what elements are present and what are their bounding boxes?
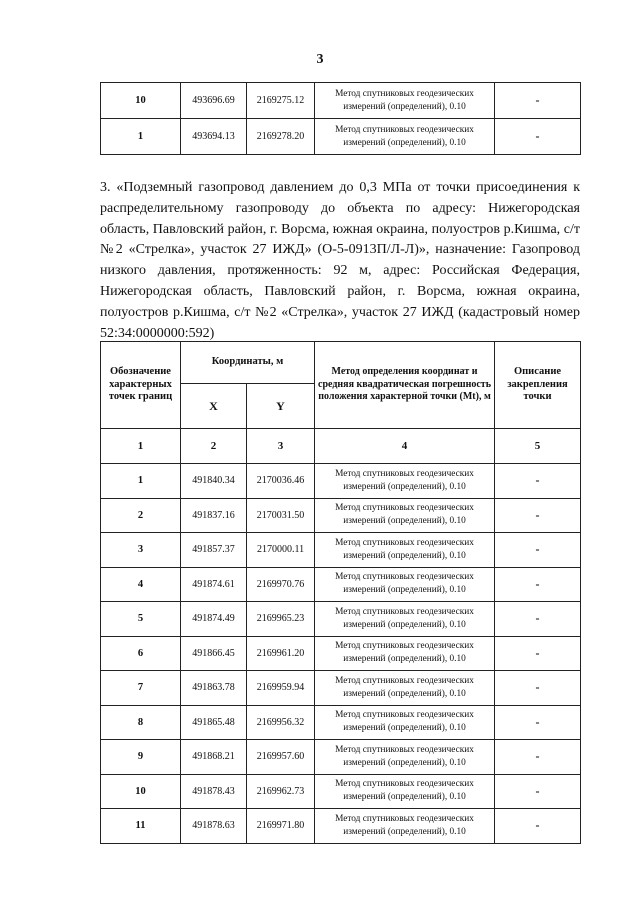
fixing-description: -: [495, 774, 581, 809]
point-label: 4: [101, 567, 181, 602]
method-text: [315, 533, 495, 568]
x-coordinate: 493694.13: [181, 119, 247, 155]
object-description-text: 3. «Подземный газопровод давлением до 0,3 МПа от точки присоединения к распределительному газопроводу до объекта по адресу: Нижегородская область, Павловский район, г. Ворсма, южная окраина, полуостров р.Кишма, с/т №2 «Стрелка», участок 27 ИЖД» (О-5-0913П/Л-Л)», назначение: Газопровод низкого давления, протяженность: 92 м, адрес: Российская Федерация, Нижегородская область, Павловский район, г. Ворсма, южная окраина, полуостров р.Кишма, с/т №2 «Стрелка», участок 27 ИЖД (кадастровый номер 52:34:0000000:592): [100, 180, 580, 341]
point-label: 10: [101, 774, 181, 809]
method-text: [315, 740, 495, 775]
table-row: [101, 533, 581, 568]
method-line: измерений (определений), 0.10: [343, 792, 466, 803]
col-number: 2: [181, 429, 247, 464]
fixing-description: -: [495, 533, 581, 568]
col-number: 3: [247, 429, 315, 464]
method-text: [315, 464, 495, 499]
y-coordinate: 2170000.11: [247, 533, 315, 568]
fixing-description: -: [495, 119, 581, 155]
fixing-description: -: [495, 567, 581, 602]
method-line: Метод спутниковых геодезических: [335, 710, 474, 721]
method-line: измерений (определений), 0.10: [343, 137, 466, 148]
y-coordinate: 2169957.60: [247, 740, 315, 775]
method-text: [315, 636, 495, 671]
header-x: X: [181, 384, 247, 429]
method-line: Метод спутниковых геодезических: [335, 503, 474, 514]
col-number: 1: [101, 429, 181, 464]
x-coordinate: 491874.61: [181, 567, 247, 602]
table-row: [101, 464, 581, 499]
fixing-description: -: [495, 464, 581, 499]
method-line: Метод спутниковых геодезических: [335, 572, 474, 583]
method-line: измерений (определений), 0.10: [343, 516, 466, 527]
x-coordinate: 491874.49: [181, 602, 247, 637]
point-label: 3: [101, 533, 181, 568]
method-line: Метод спутниковых геодезических: [335, 537, 474, 548]
table-row: [101, 671, 581, 706]
page-number: 3: [316, 52, 324, 67]
point-label: 9: [101, 740, 181, 775]
method-line: Метод спутниковых геодезических: [335, 675, 474, 686]
point-label: 8: [101, 705, 181, 740]
method-line: Метод спутниковых геодезических: [335, 744, 474, 755]
x-coordinate: 491857.37: [181, 533, 247, 568]
method-line: Метод спутниковых геодезических: [335, 641, 474, 652]
method-text: [315, 83, 495, 119]
y-coordinate: 2169970.76: [247, 567, 315, 602]
method-line: измерений (определений), 0.10: [343, 619, 466, 630]
header-point: Обозначение характерных точек границ: [101, 342, 181, 429]
fixing-description: -: [495, 705, 581, 740]
table-row: [101, 567, 581, 602]
column-numbers-row: [101, 429, 581, 464]
point-label: 1: [101, 119, 181, 155]
table-row: [101, 498, 581, 533]
y-coordinate: 2169965.23: [247, 602, 315, 637]
method-text: [315, 671, 495, 706]
method-line: измерений (определений), 0.10: [343, 688, 466, 699]
point-label: 1: [101, 464, 181, 499]
point-label: 6: [101, 636, 181, 671]
x-coordinate: 491863.78: [181, 671, 247, 706]
y-coordinate: 2170036.46: [247, 464, 315, 499]
table-row: [101, 809, 581, 844]
y-coordinate: 2169971.80: [247, 809, 315, 844]
method-text: [315, 602, 495, 637]
header-method: Метод определения координат и средняя квадратическая погрешность положения характерной точки (Mt), м: [315, 342, 495, 429]
method-line: Метод спутниковых геодезических: [335, 606, 474, 617]
table-row: [101, 636, 581, 671]
col-number: 5: [495, 429, 581, 464]
x-coordinate: 491866.45: [181, 636, 247, 671]
y-coordinate: 2169956.32: [247, 705, 315, 740]
x-coordinate: 493696.69: [181, 83, 247, 119]
fixing-description: -: [495, 671, 581, 706]
method-line: Метод спутниковых геодезических: [335, 124, 474, 135]
point-label: 5: [101, 602, 181, 637]
method-text: [315, 498, 495, 533]
method-text: [315, 809, 495, 844]
method-line: измерений (определений), 0.10: [343, 585, 466, 596]
fixing-description: -: [495, 809, 581, 844]
method-line: Метод спутниковых геодезических: [335, 88, 474, 99]
y-coordinate: 2169961.20: [247, 636, 315, 671]
y-coordinate: 2169959.94: [247, 671, 315, 706]
fixing-description: -: [495, 498, 581, 533]
method-text: [315, 119, 495, 155]
y-coordinate: 2169275.12: [247, 83, 315, 119]
coordinates-table: [100, 341, 581, 844]
method-line: измерений (определений), 0.10: [343, 757, 466, 768]
method-line: Метод спутниковых геодезических: [335, 468, 474, 479]
method-line: Метод спутниковых геодезических: [335, 813, 474, 824]
x-coordinate: 491837.16: [181, 498, 247, 533]
method-line: измерений (определений), 0.10: [343, 654, 466, 665]
method-line: Метод спутниковых геодезических: [335, 779, 474, 790]
method-text: [315, 567, 495, 602]
table-row: [101, 83, 581, 119]
table-row: [101, 705, 581, 740]
method-text: [315, 705, 495, 740]
y-coordinate: 2170031.50: [247, 498, 315, 533]
point-label: 7: [101, 671, 181, 706]
table-row: [101, 602, 581, 637]
col-number: 4: [315, 429, 495, 464]
header-y: Y: [247, 384, 315, 429]
point-label: 10: [101, 83, 181, 119]
x-coordinate: 491878.63: [181, 809, 247, 844]
method-line: измерений (определений), 0.10: [343, 826, 466, 837]
method-line: измерений (определений), 0.10: [343, 101, 466, 112]
x-coordinate: 491840.34: [181, 464, 247, 499]
fixing-description: -: [495, 83, 581, 119]
method-line: измерений (определений), 0.10: [343, 723, 466, 734]
method-line: измерений (определений), 0.10: [343, 481, 466, 492]
point-label: 11: [101, 809, 181, 844]
header-row: [101, 342, 581, 384]
table-row: [101, 119, 581, 155]
fixing-description: -: [495, 740, 581, 775]
point-label: 2: [101, 498, 181, 533]
object-description: [100, 178, 580, 344]
method-line: измерений (определений), 0.10: [343, 550, 466, 561]
header-desc: Описание закрепления точки: [495, 342, 581, 429]
y-coordinate: 2169278.20: [247, 119, 315, 155]
continuation-table: [100, 82, 581, 155]
x-coordinate: 491865.48: [181, 705, 247, 740]
y-coordinate: 2169962.73: [247, 774, 315, 809]
table-row: [101, 774, 581, 809]
fixing-description: -: [495, 636, 581, 671]
table-row: [101, 740, 581, 775]
x-coordinate: 491868.21: [181, 740, 247, 775]
fixing-description: -: [495, 602, 581, 637]
method-text: [315, 774, 495, 809]
header-coords: Координаты, м: [181, 342, 315, 384]
x-coordinate: 491878.43: [181, 774, 247, 809]
